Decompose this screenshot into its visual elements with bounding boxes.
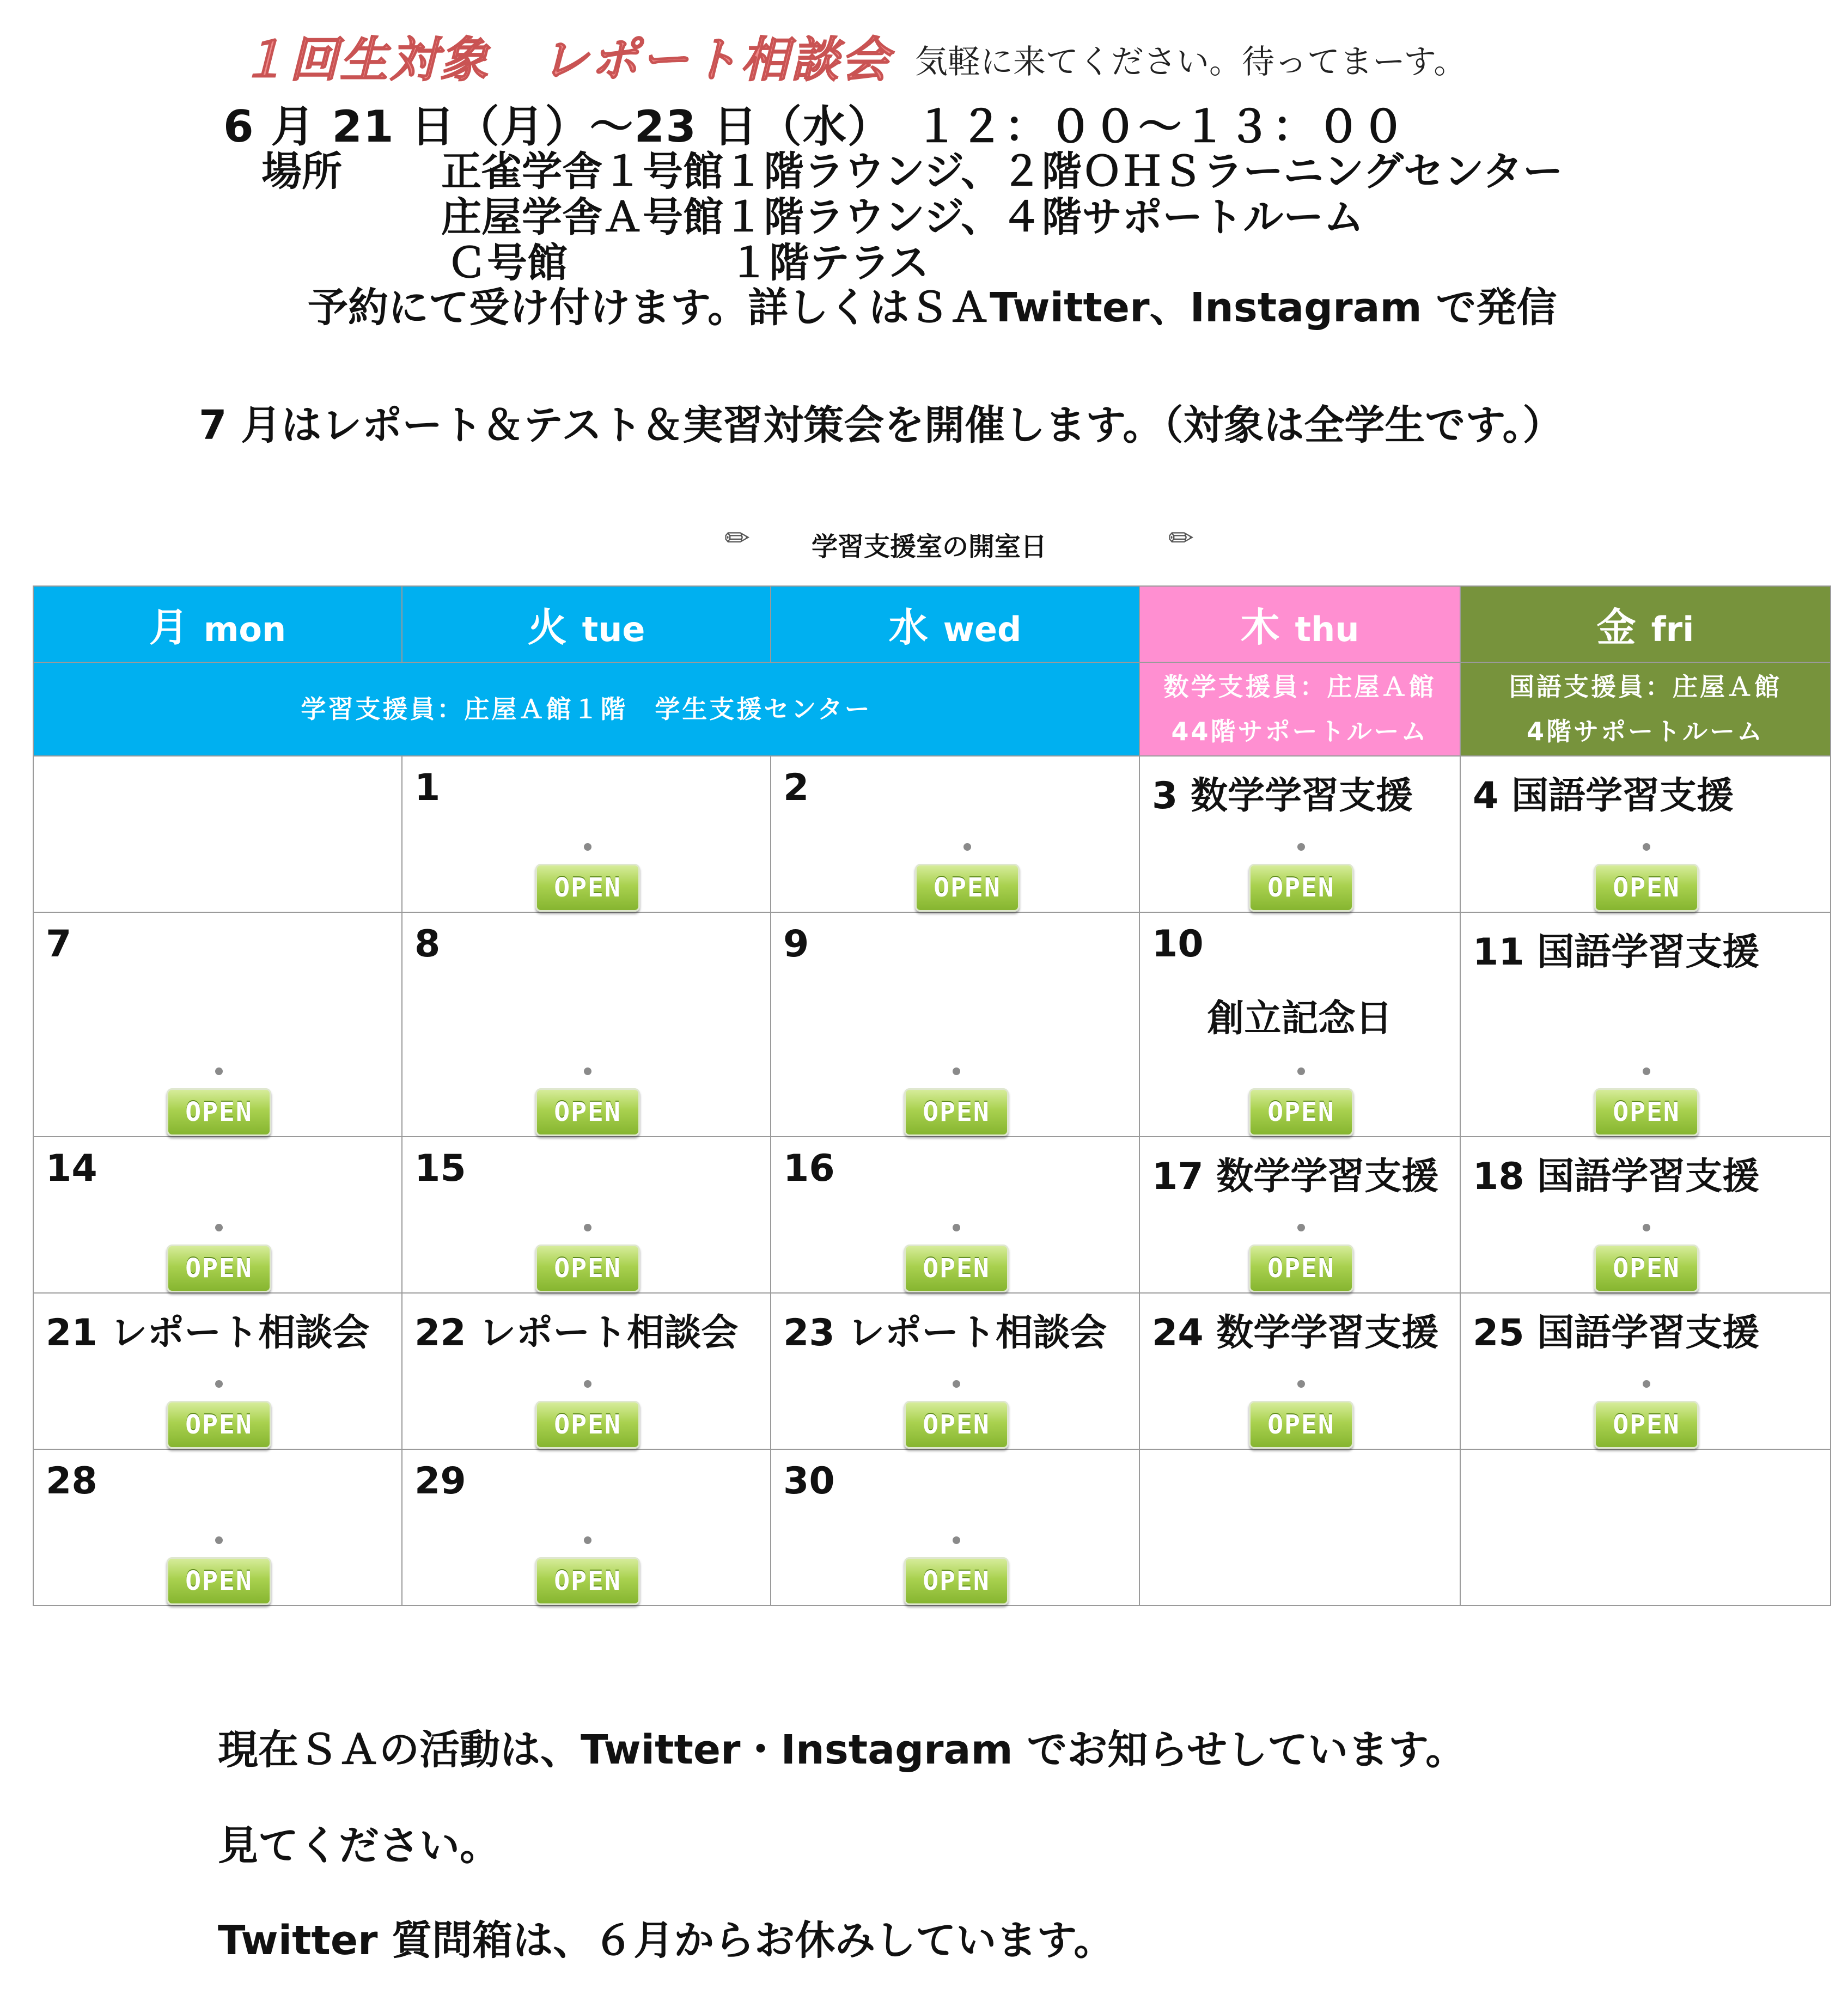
calendar-day-cell bbox=[33, 1137, 402, 1293]
calendar-table bbox=[33, 585, 1831, 1606]
day-label: 18 国語学習支援 bbox=[1473, 1155, 1760, 1198]
calendar-day-cell bbox=[771, 1137, 1139, 1293]
open-sign-label: OPEN bbox=[535, 1401, 640, 1449]
calendar-day-cell bbox=[33, 1293, 402, 1449]
calendar-day-cell bbox=[33, 756, 402, 912]
open-sign-icon bbox=[915, 843, 1018, 908]
day-label: 15 bbox=[414, 1147, 466, 1190]
footer-line-3: Twitter 質問箱は、６月からお休みしています。 bbox=[218, 1917, 1114, 1964]
calendar-day-cell bbox=[771, 1449, 1139, 1606]
day-label: 2 bbox=[783, 766, 809, 809]
calendar-day-cell bbox=[33, 912, 402, 1137]
day-header-thu: 木 thu bbox=[1139, 586, 1460, 662]
pencil-icon: ✏ bbox=[724, 521, 750, 556]
day-label: 14 bbox=[46, 1147, 97, 1190]
open-sign-icon bbox=[1594, 1224, 1698, 1289]
place-label: 場所 bbox=[261, 148, 342, 195]
day-label: 23 レポート相談会 bbox=[783, 1311, 1107, 1355]
open-sign-icon bbox=[535, 1224, 639, 1289]
open-sign-label: OPEN bbox=[1594, 864, 1699, 912]
open-sign-label: OPEN bbox=[167, 1557, 271, 1605]
calendar-week-row bbox=[33, 1449, 1831, 1606]
day-label: 1 bbox=[414, 766, 441, 809]
calendar-day-cell bbox=[402, 1449, 771, 1606]
calendar-day-cell bbox=[1139, 756, 1460, 912]
open-sign-icon bbox=[167, 1380, 270, 1445]
day-label: 28 bbox=[46, 1460, 97, 1503]
place-line-2: 庄屋学舎Ａ号館１階ラウンジ、４階サポートルーム bbox=[441, 194, 1364, 241]
place-line-1: 正雀学舎１号館１階ラウンジ、２階ＯＨＳラーニングセンター bbox=[441, 148, 1563, 195]
day-label: 25 国語学習支援 bbox=[1473, 1311, 1760, 1355]
day-header-tue: 火 tue bbox=[402, 586, 771, 662]
calendar-day-cell bbox=[1139, 1137, 1460, 1293]
calendar-day-cell bbox=[1460, 1293, 1831, 1449]
calendar-week-row bbox=[33, 912, 1831, 1137]
open-sign-icon bbox=[904, 1536, 1008, 1602]
day-header-fri: 金 fri bbox=[1460, 586, 1831, 662]
open-sign-label: OPEN bbox=[904, 1557, 1009, 1605]
calendar-day-cell bbox=[402, 756, 771, 912]
open-sign-icon bbox=[1594, 843, 1698, 908]
open-sign-label: OPEN bbox=[535, 864, 640, 912]
open-sign-label: OPEN bbox=[1594, 1088, 1699, 1136]
open-sign-icon bbox=[535, 843, 639, 908]
open-sign-icon bbox=[1594, 1067, 1698, 1133]
day-label: 7 bbox=[46, 923, 72, 966]
footer-line-2: 見てください。 bbox=[218, 1822, 500, 1869]
open-sign-label: OPEN bbox=[167, 1244, 271, 1292]
open-sign-label: OPEN bbox=[1249, 864, 1353, 912]
open-sign-icon bbox=[535, 1536, 639, 1602]
calendar-day-cell bbox=[1139, 912, 1460, 1137]
day-label: 21 レポート相談会 bbox=[46, 1311, 370, 1355]
open-sign-icon bbox=[904, 1224, 1008, 1289]
day-label: 29 bbox=[414, 1460, 466, 1503]
calendar-day-cell bbox=[1460, 756, 1831, 912]
day-label: 10 bbox=[1152, 923, 1204, 966]
calendar-day-cell bbox=[402, 1293, 771, 1449]
open-sign-icon bbox=[535, 1067, 639, 1133]
open-sign-label: OPEN bbox=[1249, 1244, 1353, 1292]
day-label: 8 bbox=[414, 923, 441, 966]
day-label: 4 国語学習支援 bbox=[1473, 774, 1734, 818]
calendar-day-cell bbox=[771, 1293, 1139, 1449]
event-dates: 6 月 21 日（月）～23 日（水） １２：００～１３：００ bbox=[223, 101, 1406, 152]
reservation-note: 予約にて受け付けます。詳しくはＳＡTwitter、Instagram で発信 bbox=[308, 284, 1557, 331]
open-sign-label: OPEN bbox=[167, 1401, 271, 1449]
open-sign-label: OPEN bbox=[904, 1244, 1009, 1292]
holiday-label: 創立記念日 bbox=[1207, 997, 1393, 1040]
calendar-day-cell bbox=[402, 912, 771, 1137]
calendar-day-cell bbox=[1460, 1137, 1831, 1293]
calendar-day-cell bbox=[771, 912, 1139, 1137]
open-sign-label: OPEN bbox=[1594, 1401, 1699, 1449]
day-label: 16 bbox=[783, 1147, 835, 1190]
footer-line-1: 現在ＳＡの活動は、Twitter・Instagram でお知らせしています。 bbox=[218, 1727, 1466, 1773]
support-staff-row bbox=[33, 662, 1831, 756]
open-sign-icon bbox=[167, 1536, 270, 1602]
day-header-mon: 月 mon bbox=[33, 586, 402, 662]
calendar-day-cell bbox=[1139, 1449, 1460, 1606]
open-sign-label: OPEN bbox=[535, 1088, 640, 1136]
calendar-day-cell bbox=[33, 1449, 402, 1606]
place-line-3: Ｃ号館 １階テラス bbox=[447, 240, 929, 286]
open-sign-label: OPEN bbox=[535, 1244, 640, 1292]
day-label: 24 数学学習支援 bbox=[1152, 1311, 1439, 1355]
calendar-week-row bbox=[33, 1293, 1831, 1449]
event-subtitle: 気軽に来てください。待ってまーす。 bbox=[915, 43, 1467, 81]
day-label: 3 数学学習支援 bbox=[1152, 774, 1413, 818]
day-label: 17 数学学習支援 bbox=[1152, 1155, 1439, 1198]
open-sign-label: OPEN bbox=[1249, 1401, 1353, 1449]
open-sign-label: OPEN bbox=[1249, 1088, 1353, 1136]
day-header-wed: 水 wed bbox=[771, 586, 1139, 662]
calendar-day-cell bbox=[402, 1137, 771, 1293]
day-label: 9 bbox=[783, 923, 809, 966]
open-sign-icon bbox=[1594, 1380, 1698, 1445]
calendar-day-cell bbox=[1460, 1449, 1831, 1606]
open-sign-label: OPEN bbox=[535, 1557, 640, 1605]
calendar-day-cell bbox=[1460, 912, 1831, 1137]
calendar-day-cell bbox=[1139, 1293, 1460, 1449]
july-notice: 7 月はレポート＆テスト＆実習対策会を開催します。（対象は全学生です。） bbox=[199, 402, 1563, 449]
open-sign-label: OPEN bbox=[904, 1401, 1009, 1449]
calendar-week-row bbox=[33, 756, 1831, 912]
open-sign-icon bbox=[904, 1067, 1008, 1133]
open-sign-icon bbox=[904, 1380, 1008, 1445]
support-thu: 数学支援員：庄屋Ａ館 44階サポートルーム bbox=[1139, 662, 1460, 756]
open-sign-label: OPEN bbox=[1594, 1244, 1699, 1292]
calendar-day-cell bbox=[771, 756, 1139, 912]
open-sign-label: OPEN bbox=[167, 1088, 271, 1136]
day-label: 22 レポート相談会 bbox=[414, 1311, 739, 1355]
pencil-icon: ✏ bbox=[1168, 521, 1194, 556]
open-sign-icon bbox=[1249, 843, 1352, 908]
support-mon-wed: 学習支援員：庄屋Ａ館１階 学生支援センター bbox=[33, 662, 1139, 756]
open-sign-label: OPEN bbox=[915, 864, 1020, 912]
open-sign-label: OPEN bbox=[904, 1088, 1009, 1136]
open-sign-icon bbox=[1249, 1380, 1352, 1445]
event-title: １回生対象 レポート相談会 bbox=[240, 32, 892, 88]
weekday-header-row bbox=[33, 586, 1831, 662]
open-sign-icon bbox=[535, 1380, 639, 1445]
calendar-week-row bbox=[33, 1137, 1831, 1293]
open-sign-icon bbox=[167, 1224, 270, 1289]
day-label: 11 国語学習支援 bbox=[1473, 931, 1760, 974]
open-sign-icon bbox=[1249, 1067, 1352, 1133]
open-sign-icon bbox=[167, 1067, 270, 1133]
calendar-title: 学習支援室の開室日 bbox=[812, 532, 1047, 562]
support-fri: 国語支援員：庄屋Ａ館 4階サポートルーム bbox=[1460, 662, 1831, 756]
open-sign-icon bbox=[1249, 1224, 1352, 1289]
day-label: 30 bbox=[783, 1460, 835, 1503]
